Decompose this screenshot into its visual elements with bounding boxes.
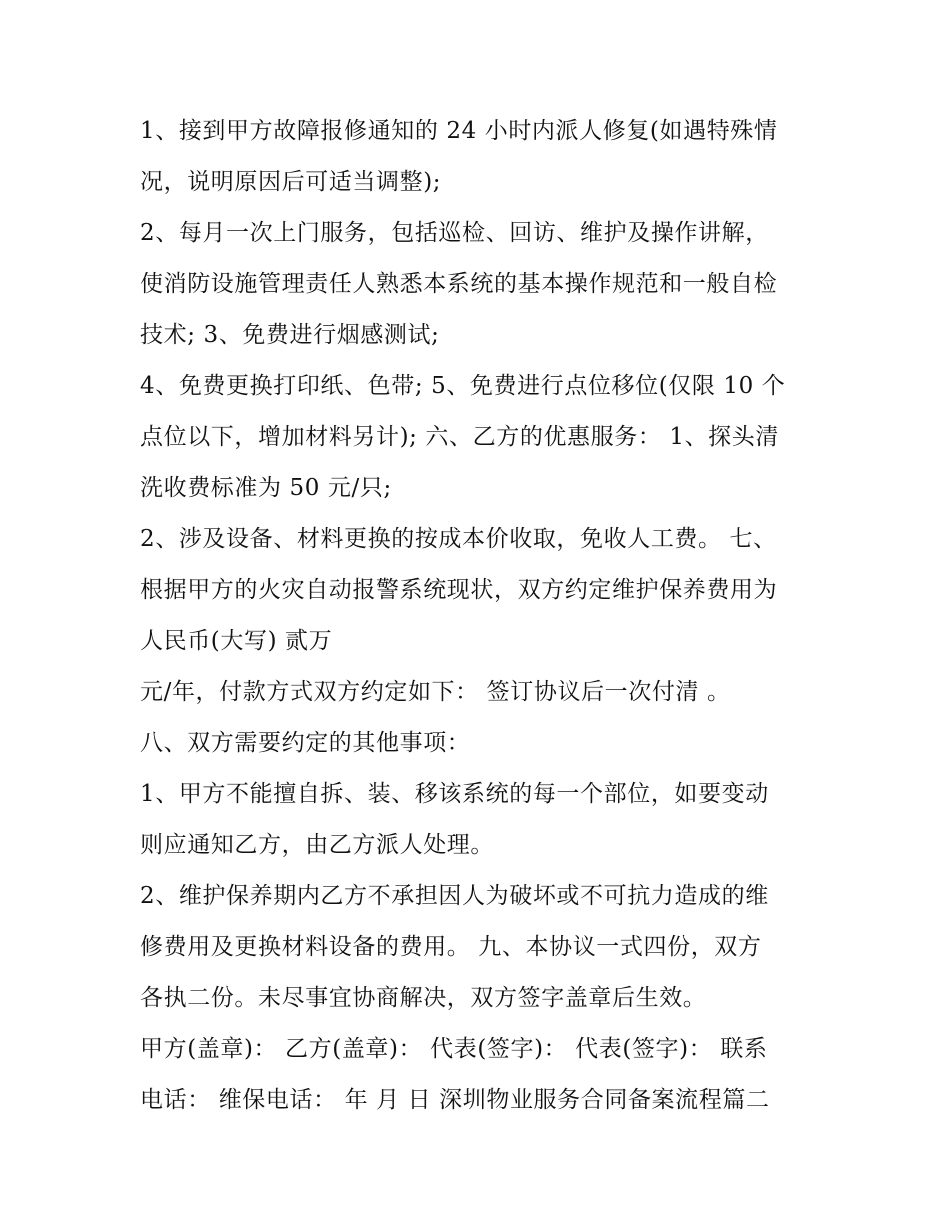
text-line-10: 根据甲方的火灾自动报警系统现状，双方约定维护保养费用为	[140, 577, 778, 603]
document-body	[140, 106, 820, 1126]
text-line-16: 2、维护保养期内乙方不承担因人为破坏或不可抗力造成的维	[140, 883, 769, 909]
text-line-4: 使消防设施管理责任人熟悉本系统的基本操作规范和一般自检	[140, 271, 778, 297]
text-line-13: 八、双方需要约定的其他事项：	[140, 730, 471, 756]
text-line-11: 人民币(大写) 贰万	[140, 628, 333, 654]
text-line-8: 洗收费标准为 50 元/只;	[140, 475, 392, 501]
text-line-17: 修费用及更换材料设备的费用。 九、本协议一式四份，双方	[140, 934, 762, 960]
text-line-20: 电话： 维保电话： 年 月 日 深圳物业服务合同备案流程篇二	[140, 1087, 770, 1113]
text-line-2: 况，说明原因后可适当调整);	[140, 169, 442, 195]
text-line-9: 2、涉及设备、材料更换的按成本价收取，免收人工费。 七、	[140, 526, 777, 552]
text-line-6: 4、免费更换打印纸、色带; 5、免费进行点位移位(仅限 10 个	[140, 373, 786, 399]
text-line-7: 点位以下，增加材料另计); 六、乙方的优惠服务： 1、探头清	[140, 424, 779, 450]
text-line-14: 1、甲方不能擅自拆、装、移该系统的每一个部位，如要变动	[140, 781, 769, 807]
text-line-5: 技术; 3、免费进行烟感测试;	[140, 322, 440, 348]
text-line-19: 甲方(盖章)： 乙方(盖章)： 代表(签字)： 代表(签字)： 联系	[140, 1036, 768, 1062]
text-line-3: 2、每月一次上门服务，包括巡检、回访、维护及操作讲解，	[140, 220, 769, 246]
text-line-15: 则应通知乙方，由乙方派人处理。	[140, 832, 494, 858]
text-line-12: 元/年，付款方式双方约定如下： 签订协议后一次付清 。	[140, 679, 731, 705]
text-line-18: 各执二份。未尽事宜协商解决，双方签字盖章后生效。	[140, 985, 707, 1011]
text-line-1: 1、接到甲方故障报修通知的 24 小时内派人修复(如遇特殊情	[140, 118, 778, 144]
